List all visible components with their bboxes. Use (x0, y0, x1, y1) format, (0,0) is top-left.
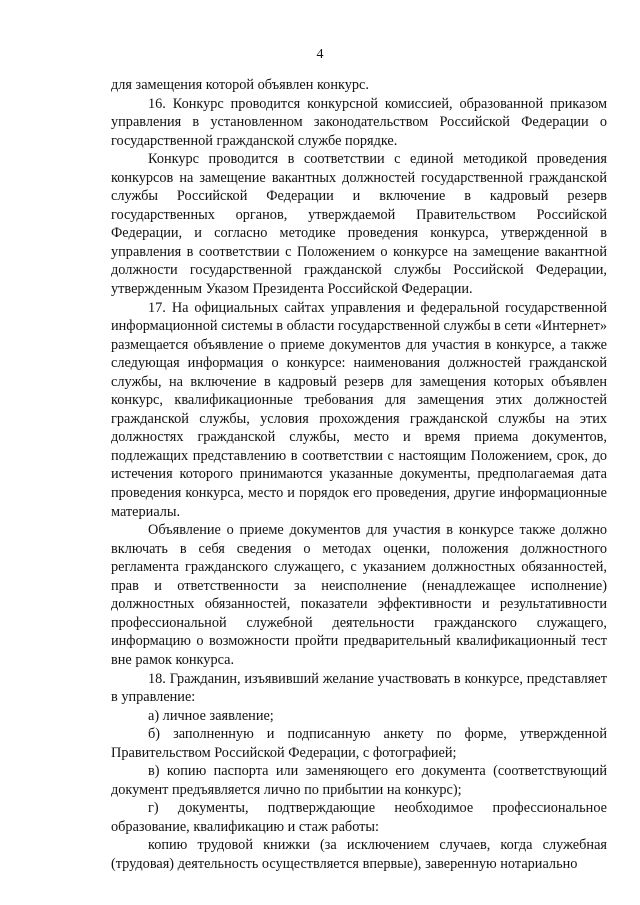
paragraph-continuation: для замещения которой объявлен конкурс. (111, 77, 369, 93)
paragraph-item-18: 18. Гражданин, изъявивший желание участвовать в конкурсе, представляет в управление: (111, 670, 607, 706)
paragraph-methodology: Конкурс проводится в соответствии с единой методикой проведения конкурсов на замещение вакантных должностей государственной гражданской службы Российской Федерации и включение в кадровый резерв государственных органов, утверждаемой Правительством Российской Федерации, и согласно методике проведения конкурса, утвержденной в управления в соответствии с Положением о конкурсе на замещение вакантной должности государственной гражданской службы Российской Федерации, утвержденным Указом Президента Российской Федерации. (111, 151, 607, 298)
list-item-b: б) заполненную и подписанную анкету по форме, утвержденной Правительством Российской Федерации, с фотографией; (111, 726, 607, 761)
list-item-g: г) документы, подтверждающие необходимое профессиональное образование, квалификацию и стаж работы: (111, 800, 607, 835)
paragraph-work-book-copy: копию трудовой книжки (за исключением случаев, когда служебная (трудовая) деятельность осуществляется впервые), заверенную нотариально (111, 837, 607, 872)
paragraph-announcement-contents: Объявление о приеме документов для участия в конкурсе также должно включать в себя сведения о методах оценки, положения должностного регламента гражданского служащего, с указанием должностных обязанностей, прав и ответственности за неисполнение (ненадлежащее исполнение) должностных обязанностей, показатели эффективности и результативности профессиональной служебной деятельности гражданского служащего, информацию о возможности пройти предварительный квалификационный тест вне рамок конкурса. (111, 522, 607, 668)
paragraph-item-17: 17. На официальных сайтах управления и федеральной государственной информационной системы в области государственной службы в сети «Интернет» размещается объявление о приеме документов для участия в конкурсе, а также следующая информация о конкурсе: наименования должностей гражданской службы, на включение в кадровый резерв для замещения которых объявлен конкурс, квалификационные требования для замещения этих должностей гражданской службы, условия прохождения гражданской службы на этих должностях гражданской службы, место и время приема документов, подлежащих представлению в соответствии с настоящим Положением, срок, до истечения которого принимаются указанные документы, предполагаемая дата проведения конкурса, место и порядок его проведения, другие информационные материалы. (111, 299, 607, 520)
paragraph-item-16: 16. Конкурс проводится конкурсной комиссией, образованной приказом управления в установленном законодательством Российской Федерации о государственной гражданской службе порядке. (111, 95, 607, 149)
page-number: 4 (316, 47, 324, 62)
document-body (111, 76, 607, 874)
list-item-v: в) копию паспорта или заменяющего его документа (соответствующий документ предъявляется лично по прибытии на конкурс); (111, 763, 607, 798)
list-item-a: а) личное заявление; (148, 707, 274, 724)
